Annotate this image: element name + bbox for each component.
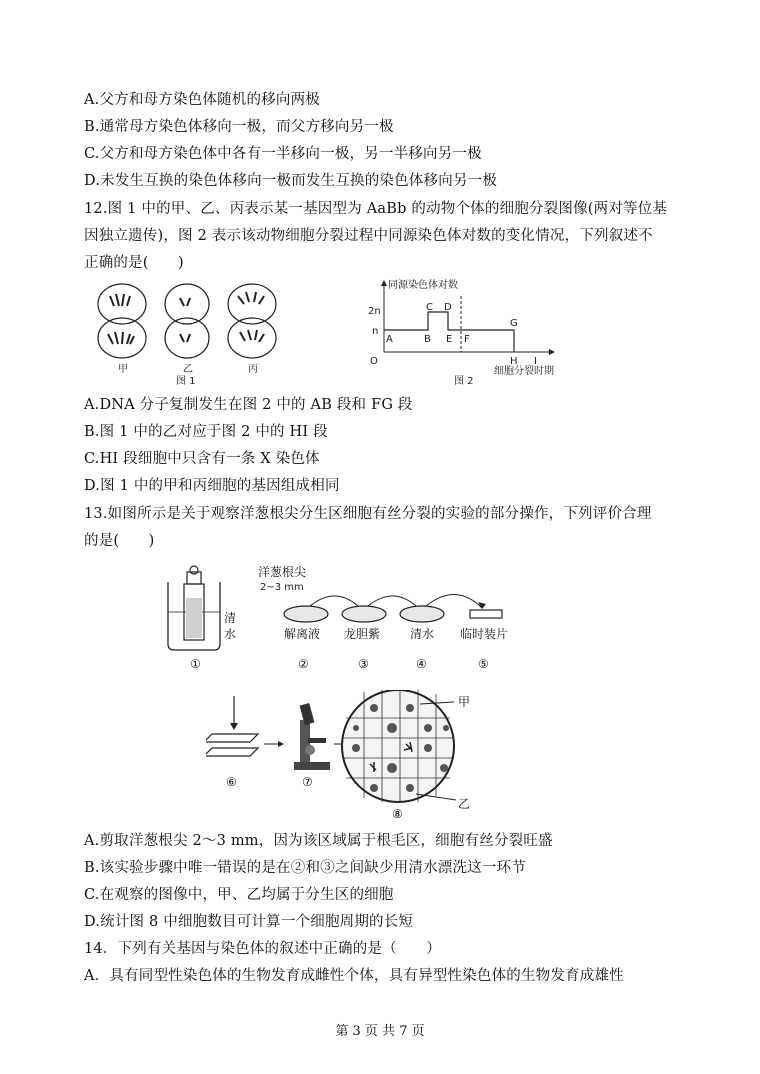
beaker-icon [168,566,220,650]
experiment-steps-figure [160,562,510,672]
cell-bing [228,284,276,358]
point-a: A [386,334,393,345]
num-8: ⑧ [392,807,403,820]
origin-label: O [370,356,378,367]
num-7: ⑦ [302,775,313,789]
q13-option-a: A.剪取洋葱根尖 2～3 mm，因为该区域属于根毛区，细胞有丝分裂旺盛 [84,833,553,849]
q12-stem-line-2: 因独立遗传)，图 2 表示该动物细胞分裂过程中同源染色体对数的变化情况，下列叙述不 [84,228,653,244]
figure-1-cell-division [92,276,282,386]
microscopy-figure [206,690,476,820]
q11-option-b: B.通常母方染色体移向一极，而父方移向另一极 [84,119,394,135]
q11-option-a: A.父方和母方染色体随机的移向两极 [84,92,320,108]
dish-stain-icon [342,606,386,622]
q11-option-c: C.父方和母方染色体中各有一半移向一极，另一半移向另一极 [84,146,482,162]
q13-option-c: C.在观察的图像中，甲、乙均属于分生区的细胞 [84,887,394,903]
figure-2-graph [366,276,576,386]
cell-yi [165,284,209,358]
water-label-2: 水 [224,627,237,641]
step-water: 清水 [410,627,435,641]
point-i: I [534,356,537,367]
y-axis-label: 同源染色体对数 [388,280,458,291]
ytick-2n: 2n [368,306,381,317]
ytick-n: n [372,326,379,337]
coverslip-icon [206,734,258,742]
cell-jia [98,284,146,358]
point-e: E [446,334,453,345]
marker-jia: 甲 [458,695,471,709]
x-axis-label: 细胞分裂时期 [494,366,554,377]
q12-stem-line-1: 12.图 1 中的甲、乙、丙表示某一基因型为 AaBb 的动物个体的细胞分裂图像(两对等位基 [84,201,668,217]
q13-option-d: D.统计图 8 中细胞数目可计算一个细胞周期的长短 [84,914,414,930]
point-h: H [510,356,518,367]
figure-1-caption: 图 1 [176,376,196,386]
point-b: B [424,334,431,345]
cells-field-of-view [342,690,454,802]
q12-option-b: B.图 1 中的乙对应于图 2 中的 HI 段 [84,424,328,440]
num-3: ③ [358,657,369,671]
point-c: C [426,302,433,313]
page-number: 第 3 页 共 7 页 [335,1024,425,1039]
step-slide: 临时装片 [460,627,509,641]
num-5: ⑤ [478,657,489,671]
q13-option-b: B.该实验步骤中唯一错误的是在②和③之间缺少用清水漂洗这一环节 [84,860,526,876]
dish-water-icon [400,606,444,622]
label-bing: 丙 [248,364,258,375]
q13-stem-line-2: 的是( ) [84,533,155,549]
length-label: 2~3 mm [260,582,304,593]
num-4: ④ [416,657,427,671]
q14-option-a: A．具有同型性染色体的生物发育成雌性个体，具有异型性染色体的生物发育成雄性 [84,968,624,984]
q13-stem-line-1: 13.如图所示是关于观察洋葱根尖分生区细胞有丝分裂的实验的部分操作，下列评价合理 [84,506,652,522]
microscope-icon [294,703,330,770]
point-g: G [510,318,518,329]
num-6: ⑥ [226,775,237,789]
point-d: D [444,302,452,313]
q12-option-c: C.HI 段细胞中只含有一条 X 染色体 [84,451,320,467]
q12-option-a: A.DNA 分子复制发生在图 2 中的 AB 段和 FG 段 [84,397,413,413]
num-2: ② [298,657,309,671]
point-f: F [464,334,470,345]
label-yi: 乙 [183,364,193,375]
step-stain: 龙胆紫 [344,627,381,641]
label-jia: 甲 [118,364,128,375]
q14-stem: 14．下列有关基因与染色体的叙述中正确的是（ ） [84,941,441,957]
root-label: 洋葱根尖 [258,565,307,579]
figure-2-caption: 图 2 [454,376,474,386]
q11-option-d: D.未发生互换的染色体移向一极而发生互换的染色体移向另一极 [84,173,498,189]
num-1: ① [190,657,201,671]
slide-icon [470,610,502,618]
marker-yi: 乙 [458,797,471,811]
q12-option-d: D.图 1 中的甲和丙细胞的基因组成相同 [84,478,340,494]
water-label-1: 清 [224,611,237,625]
step-dissociation: 解离液 [284,627,321,641]
dish-dissociation-icon [284,606,328,622]
q12-stem-line-3: 正确的是( ) [84,255,184,271]
